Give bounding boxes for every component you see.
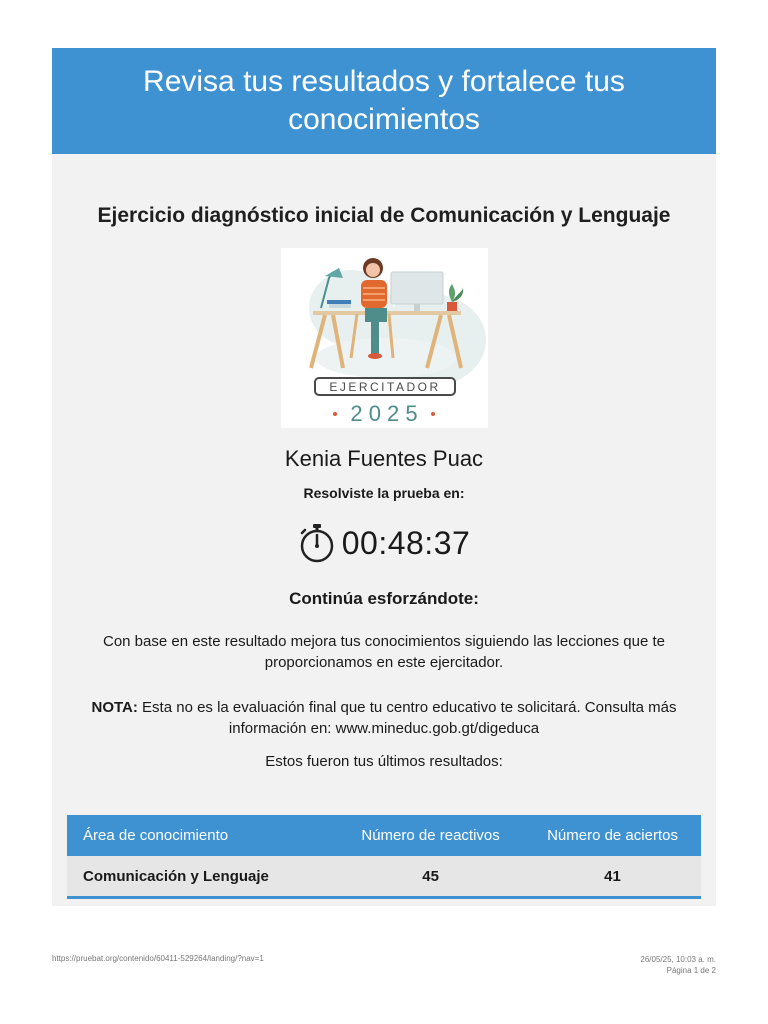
results-intro: Estos fueron tus últimos resultados: — [265, 753, 503, 770]
page-title: Revisa tus resultados y fortalece tus conocimientos — [52, 48, 716, 154]
results-table — [67, 815, 701, 899]
cell-reactivos: 45 — [337, 856, 524, 898]
footer-url: https://pruebat.org/contenido/60411-529264/landing/?nav=1 — [52, 954, 264, 963]
time-label: Resolviste la prueba en: — [303, 485, 465, 501]
note — [64, 697, 704, 739]
footer-page: Página 1 de 2 — [666, 966, 716, 975]
note-label: NOTA: — [91, 699, 138, 716]
note-text: Esta no es la evaluación final que tu centro educativo te solicitará. Consulta más información en: www.mineduc.gob.gt/digeduca — [137, 699, 677, 737]
encouragement-heading: Continúa esforzándote: — [289, 589, 479, 608]
cell-aciertos: 41 — [524, 856, 701, 898]
stopwatch-icon — [298, 523, 336, 563]
time-display — [52, 523, 716, 563]
header-aciertos: Número de aciertos — [524, 815, 701, 856]
encouragement-text: Con base en este resultado mejora tus conocimientos siguiendo las lecciones que te proporcionamos en este ejercitador. — [102, 633, 665, 671]
exam-subtitle: Ejercicio diagnóstico inicial de Comunicación y Lenguaje — [97, 204, 671, 227]
elapsed-time: 00:48:37 — [341, 524, 471, 561]
table-row — [67, 856, 701, 898]
footer-datetime: 26/05/25, 10:03 a. m. — [640, 955, 716, 964]
student-desk-illustration — [281, 248, 488, 428]
footer-meta — [640, 954, 716, 976]
brand-text: EJERCITADOR — [328, 380, 441, 394]
brand-year: 2 0 2 5 — [349, 401, 418, 426]
cell-area: Comunicación y Lenguaje — [67, 856, 337, 898]
ejercitador-illustration — [281, 248, 488, 428]
results-card — [52, 48, 716, 906]
header-reactivos: Número de reactivos — [337, 815, 524, 856]
header-area: Área de conocimiento — [67, 815, 337, 856]
student-name: Kenia Fuentes Puac — [284, 446, 484, 471]
results-header-row — [67, 815, 701, 856]
